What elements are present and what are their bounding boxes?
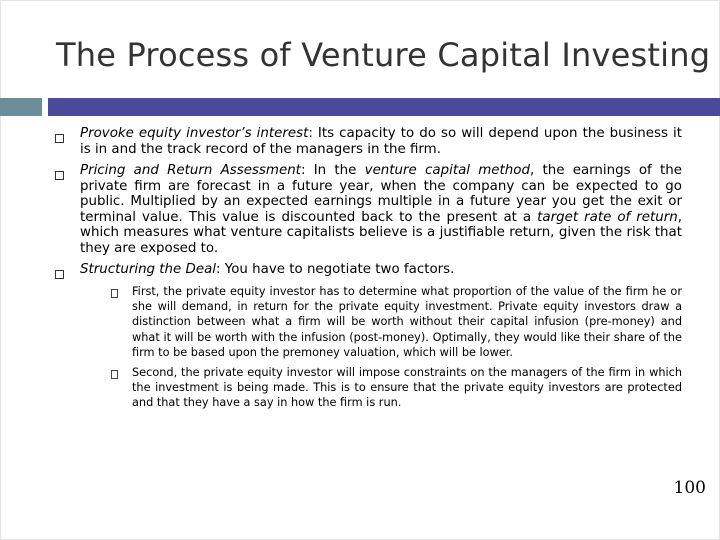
bullet-text: , which measures what venture capitalists believe is a justifiable return, given the risk that they are exposed to. — [80, 209, 682, 256]
bullet-text: : In the — [300, 163, 365, 178]
bullet-emphasis: target rate of return — [537, 209, 678, 225]
bullet-pricing-return — [52, 163, 682, 256]
page-number: 100 — [673, 478, 706, 498]
accent-bar — [48, 98, 720, 116]
bullet-lead: Pricing and Return Assessment — [80, 163, 301, 178]
sub-bullet-text: Second, the private equity investor will impose constraints on the managers of the firm in which the investment is being made. This is to ensure that the private equity investors are protected and that they have a say in how the firm is run. — [132, 365, 682, 410]
bullet-emphasis: venture capital method — [364, 163, 530, 178]
sub-bullet-second — [108, 365, 682, 411]
bullet-text: : Its capacity to do so will depend upon the business it is in and the track record of the managers in the firm. — [80, 126, 682, 157]
bullet-lead: Provoke equity investor’s interest — [80, 126, 309, 141]
square-bullet-icon — [55, 134, 64, 143]
slide-content — [52, 126, 682, 417]
square-bullet-icon — [55, 270, 64, 279]
sub-bullet-icon — [111, 370, 118, 379]
bullet-structuring-deal — [52, 262, 682, 411]
bullet-investor-interest — [52, 126, 682, 157]
bullet-lead: Structuring the Deal — [80, 262, 217, 277]
sub-bullet-first — [108, 284, 682, 361]
slide-title: The Process of Venture Capital Investing — [56, 36, 711, 74]
square-bullet-icon — [55, 171, 64, 180]
accent-block — [0, 98, 42, 116]
bullet-text: : You have to negotiate two factors. — [216, 262, 455, 277]
sub-bullet-text: First, the private equity investor has to determine what proportion of the value of the firm he or she will demand, in return for the private equity investment. Private equity investors draw a distinction between what a firm will be worth without their capital infusion (pre-money) and what it will be worth with the infusion (post-money). Optimally, they would like their share of the firm to be based upon the premoney valuation, which will be lower. — [132, 284, 682, 360]
bullet-text: , the earnings of the private firm are forecast in a future year, when the company can be expected to go public. Multiplied by an expected earnings multiple in a future year you get the exit or terminal value. This value is discounted back to the present at a — [80, 163, 682, 225]
sub-bullet-icon — [111, 289, 118, 298]
sub-bullet-list — [108, 284, 682, 411]
